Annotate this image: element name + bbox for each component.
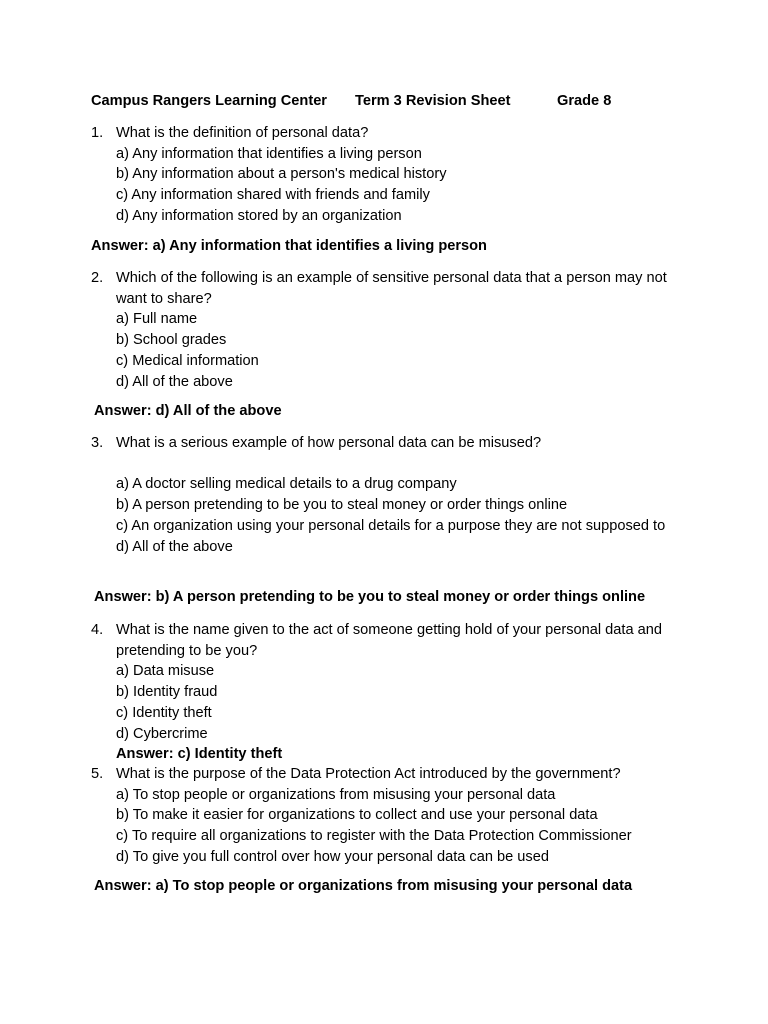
option-a: a) To stop people or organizations from misusing your personal data — [116, 786, 556, 803]
option-c: c) To require all organizations to register with the Data Protection Commissioner — [116, 828, 632, 845]
option-b: b) A person pretending to be you to steal money or order things online — [116, 497, 568, 514]
question-text: Which of the following is an example of sensitive personal data that a person may not want to share? — [116, 270, 667, 307]
option-c: c) An organization using your personal details for a purpose they are not supposed to — [116, 517, 666, 534]
question-5 — [91, 764, 681, 868]
question-1 — [91, 123, 681, 227]
option-a: a) Data misuse — [116, 663, 215, 680]
question-text: What is the name given to the act of someone getting hold of your personal data and pretending to be you? — [116, 622, 662, 659]
option-d: d) All of the above — [116, 373, 233, 390]
answer-5: Answer: a) To stop people or organizations from misusing your personal data — [94, 878, 633, 894]
option-c: c) Identity theft — [116, 704, 212, 721]
option-a: a) A doctor selling medical details to a drug company — [116, 476, 457, 493]
option-a: a) Any information that identifies a living person — [116, 145, 422, 162]
option-b: b) To make it easier for organizations to collect and use your personal data — [116, 807, 598, 824]
option-b: b) Any information about a person's medical history — [116, 166, 447, 183]
option-list — [91, 785, 681, 868]
school-name: Campus Rangers Learning Center — [91, 93, 327, 109]
question-number: 5. — [91, 766, 104, 782]
question-3 — [91, 433, 681, 557]
option-d: d) Cybercrime — [116, 725, 208, 742]
question-text: What is the purpose of the Data Protection Act introduced by the government? — [116, 766, 621, 782]
question-number: 1. — [91, 125, 104, 141]
option-list — [91, 144, 681, 227]
question-number: 2. — [91, 270, 104, 286]
answer-1: Answer: a) Any information that identifies a living person — [91, 238, 487, 254]
question-text: What is the definition of personal data? — [116, 125, 369, 141]
question-2 — [91, 268, 681, 392]
answer-2: Answer: d) All of the above — [94, 403, 282, 419]
option-list — [91, 661, 681, 765]
option-d: d) All of the above — [116, 538, 233, 555]
grade-label: Grade 8 — [557, 93, 612, 109]
option-a: a) Full name — [116, 311, 198, 328]
option-c: c) Medical information — [116, 352, 259, 369]
option-d: d) To give you full control over how your personal data can be used — [116, 848, 549, 865]
option-b: b) School grades — [116, 332, 227, 349]
option-c: c) Any information shared with friends and family — [116, 187, 430, 204]
question-number: 4. — [91, 622, 104, 638]
option-b: b) Identity fraud — [116, 684, 218, 701]
answer-3: Answer: b) A person pretending to be you to steal money or order things online — [94, 589, 646, 605]
sheet-title: Term 3 Revision Sheet — [355, 93, 511, 109]
spacer — [91, 454, 681, 475]
option-d: d) Any information stored by an organization — [116, 207, 402, 224]
option-list — [91, 474, 681, 557]
option-list — [91, 309, 681, 392]
question-number: 3. — [91, 435, 104, 451]
question-text: What is a serious example of how personal data can be misused? — [116, 435, 542, 451]
answer-4: Answer: c) Identity theft — [116, 746, 283, 763]
question-4 — [91, 620, 681, 765]
